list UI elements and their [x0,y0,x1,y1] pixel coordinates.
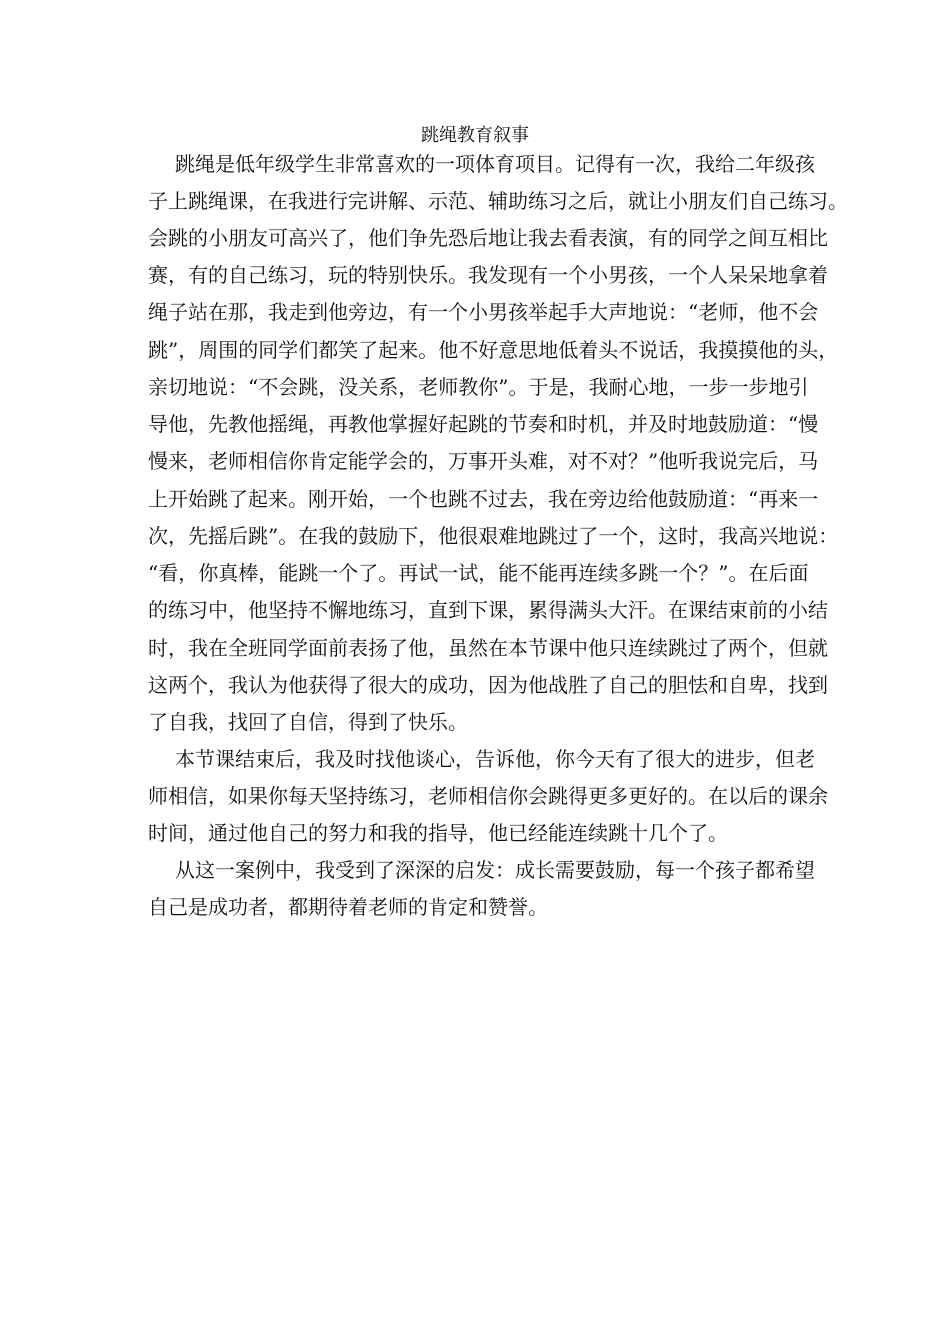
paragraph-line: 的练习中，他坚持不懈地练习，直到下课，累得满头大汗。在课结束前的小结 [148,598,828,622]
paragraph-line: 次，先摇后跳”。在我的鼓励下，他很艰难地跳过了一个，这时，我高兴地说： [148,524,839,548]
paragraph-line: 时间，通过他自己的努力和我的指导，他已经能连续跳十几个了。 [148,821,728,845]
paragraph-line: 慢来，老师相信你肯定能学会的，万事开头难，对不对？”他听我说完后，马 [148,449,819,473]
paragraph-line: 绳子站在那，我走到他旁边，有一个小男孩举起手大声地说：“老师，他不会 [148,300,819,324]
paragraph-line: 这两个，我认为他获得了很大的成功，因为他战胜了自己的胆怯和自卑，找到 [148,673,828,697]
paragraph-line: 跳”，周围的同学们都笑了起来。他不好意思地低着头不说话，我摸摸他的头， [148,338,839,362]
paragraph-line: 导他，先教他摇绳，再教他掌握好起跳的节奏和时机，并及时地鼓励道：“慢 [148,412,819,436]
document-title: 跳绳教育叙事 [421,125,529,146]
paragraph-line: 子上跳绳课，在我进行完讲解、示范、辅助练习之后，就让小朋友们自己练习。 [148,189,848,213]
paragraph-line: 亲切地说：“不会跳，没关系，老师教你”。于是，我耐心地，一步一步地引 [148,375,809,399]
paragraph-line: 会跳的小朋友可高兴了，他们争先恐后地让我去看表演，有的同学之间互相比 [148,226,828,250]
paragraph-line: 了自我，找回了自信，得到了快乐。 [148,710,468,734]
paragraph-line: 师相信，如果你每天坚持练习，老师相信你会跳得更多更好的。在以后的课余 [148,784,828,808]
paragraph-line: 跳绳是低年级学生非常喜欢的一项体育项目。记得有一次，我给二年级孩 [175,152,815,176]
paragraph-line: 上开始跳了起来。刚开始，一个也跳不过去，我在旁边给他鼓励道：“再来一 [148,487,819,511]
paragraph-line: “看，你真棒，能跳一个了。再试一试，能不能再连续多跳一个？”。在后面 [148,561,809,585]
paragraph-line: 时，我在全班同学面前表扬了他，虽然在本节课中他只连续跳过了两个，但就 [148,636,828,660]
paragraph-line: 自己是成功者，都期待着老师的肯定和赞誉。 [148,895,548,919]
paragraph-line: 本节课结束后，我及时找他谈心，告诉他，你今天有了很大的进步，但老 [175,747,815,771]
paragraph-line: 赛，有的自己练习，玩的特别快乐。我发现有一个小男孩，一个人呆呆地拿着 [148,263,828,287]
paragraph-line: 从这一案例中，我受到了深深的启发：成长需要鼓励，每一个孩子都希望 [175,858,815,882]
